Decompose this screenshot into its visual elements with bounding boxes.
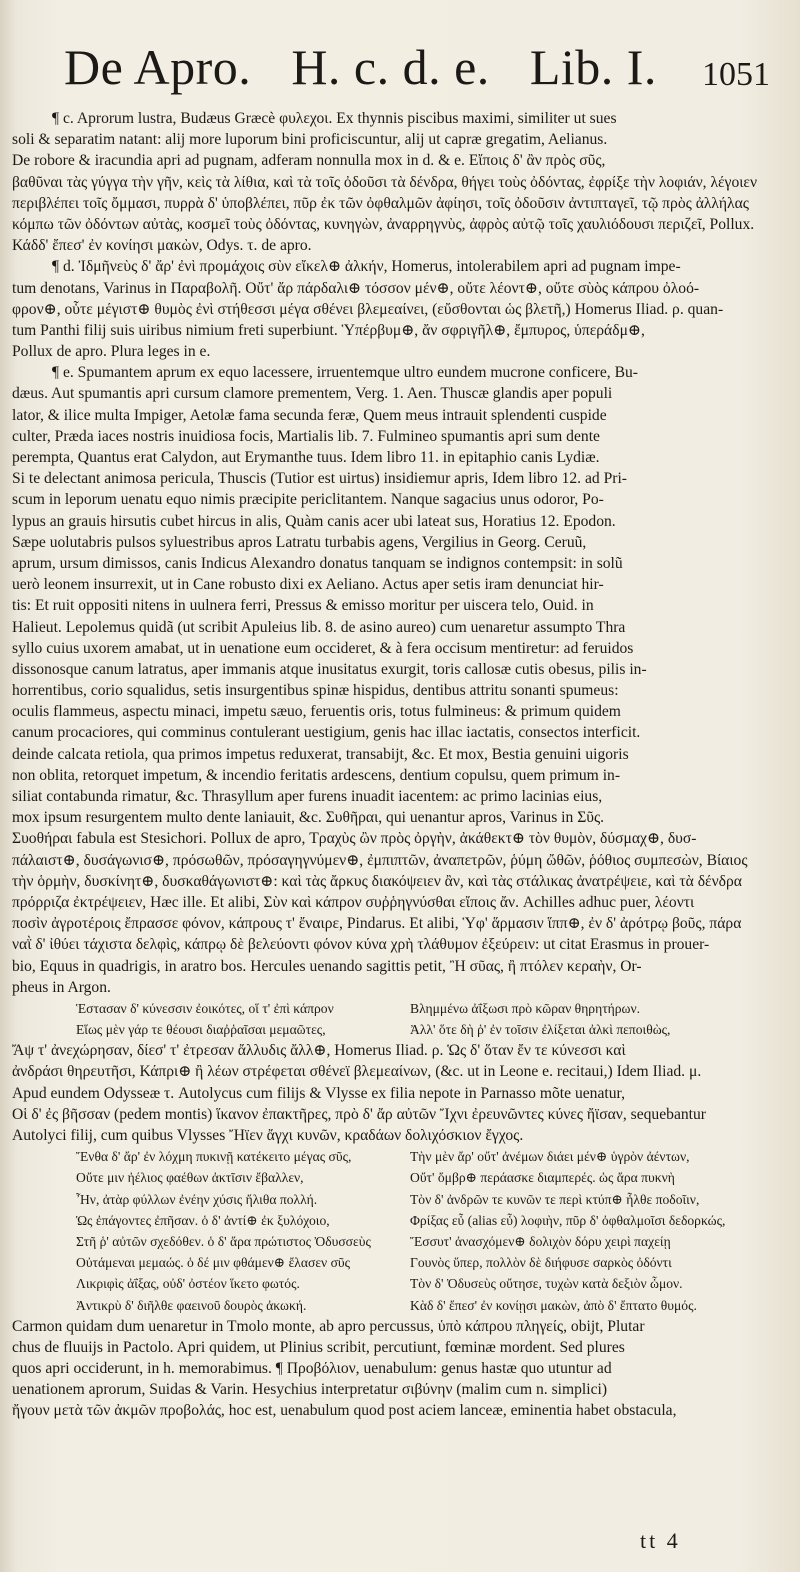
- verse-right: Κὰδ δ' ἔπεσ' ἐν κονίῃσι μακὼν, ἀπὸ δ' ἔπτατο θυμός.: [410, 1297, 697, 1313]
- verse-left: Οὔτε μιν ἠέλιος φαέθων ἀκτῖσιν ἔβαλλεν,: [76, 1170, 304, 1186]
- text-line: ¶ e. Spumantem aprum ex equo lacessere, irruentemque ultro eundem mucrone conficere, Bu-: [52, 364, 638, 382]
- text-line: tis: Et ruit oppositi nitens in uulnera ferri, Pressus & emisso moritur per uiscera telo, Ouid. in: [12, 597, 594, 615]
- text-line: φρον⊕, οὗτε μέγιστ⊕ θυμὸς ἐνὶ στήθεσσι μέγα σθένει βλεμεαίνει, (εὔσθονται ὡς βλετῆ,) Homerus Iliad. ρ. quan-: [12, 300, 724, 318]
- verse-right: Γουνὸς ὕπερ, πολλὸν δὲ διήφυσε σαρκὸς ὀδόντι: [410, 1255, 672, 1271]
- verse-left: Ἦν, ἀτὰρ φύλλων ἐνέην χύσις ἤλιθα πολλή.: [76, 1191, 318, 1207]
- text-line: tum denotans, Varinus in Παραβολῆ. Οὔτ' ἄρ πάρδαλι⊕ τόσσον μέν⊕, οὔτε λέοντ⊕, οὔτε σὺὸς κάπρου ὀλοό-: [12, 279, 700, 297]
- verse-block-1: [12, 998, 778, 1040]
- text-line: Apud eundem Odysseæ τ. Autolycus cum filijs & Vlysse ex filia nepote in Parnasso mõte uenatur,: [12, 1084, 625, 1102]
- verse-left: Ὡς ἐπάγοντες ἐπῆσαν. ὁ δ' ἀντί⊕ ἐκ ξυλόχοιο,: [76, 1212, 330, 1228]
- text-line: pheus in Argon.: [12, 978, 111, 996]
- text-line: horrentibus, corio squalidus, setis insurgentibus spinæ hispidus, dentibus attritu sonanti spumeus:: [12, 682, 619, 700]
- verse-right: Ἔσσυτ' ἀνασχόμεν⊕ δολιχὸν δόρυ χειρὶ παχείῃ: [410, 1233, 671, 1249]
- text-line: uenationem aprorum, Suidas & Varin. Hesychius interpretatur σιβύνην (malim cum n. simplici): [12, 1381, 608, 1399]
- verse-right: Φρίξας εὖ (alias εὖ) λοφιὴν, πῦρ δ' ὀφθαλμοῖσι δεδορκώς,: [410, 1212, 726, 1228]
- text-line: ποσὶν ἀγροτέροις ἔπρασσε φόνον, κάπρους τ' ἔναιρε, Pindarus. Et alibi, Ὑφ' ἅρμασιν ἵππ⊕, ἐν δ' ἀρότρῳ βοῦς, πάρα: [12, 915, 742, 933]
- text-line: τὴν ὁρμὴν, δυσκίνητ⊕, δυσκαθάγωνιστ⊕: καὶ τὰς ἄρκυς διακόψειεν ἂν, καὶ τὰς στάλικας ἀνατρέψειε, καὶ τὰ δένδρα: [12, 872, 742, 890]
- verse-block-2: [12, 1146, 778, 1316]
- text-line: ἀνδράσι θηρευτῆσι, Κάπρι⊕ ἢ λέων στρέφεται σθένεϊ βλεμεαίνων, (&c. ut in Leone e. recitaui,) Idem Iliad. μ.: [12, 1063, 702, 1081]
- text-line: Κάδδ' ἔπεσ' ἐν κονίησι μακὼν, Odys. τ. de apro.: [12, 237, 312, 255]
- text-block-1: [12, 108, 778, 998]
- text-line: canum procaciores, qui comminus contulerant uestigium, genis hac illac iactatis, consectos interficit.: [12, 724, 641, 742]
- verse-right: Τὴν μὲν ἄρ' οὔτ' ἀνέμων διάει μέν⊕ ὑγρὸν ἀέντων,: [410, 1149, 690, 1165]
- text-line: Ἄψ τ' ἀνεχώρησαν, δίεσ' τ' ἐτρεσαν ἄλλυδις ἄλλ⊕, Homerus Iliad. ρ. Ὡς δ' ὅταν ἔν τε κύνεσσι καὶ: [12, 1042, 626, 1060]
- verse-row: [12, 1295, 778, 1316]
- text-line: lator, & ilice multa Impiger, Aetolæ fama secunda feræ, Quem meus intrauit splendenti cuspide: [12, 406, 607, 424]
- text-line: lypus an grauis hirsutis cubet hircus in alis, Quàm canis acer ubi lateat sus, Horatius 12. Epodon.: [12, 512, 616, 530]
- text-line: κόμπω τῶν ὀδόντων αὐτὰς, κοσμεῖ τοὺς ὀδόντας, κυνηγὼν, ἀναρρηγνὺς, ἀφρὸς αὐτῷ τοῖς χαυλιόδουσι περιζεῖ, Pollux.: [12, 215, 755, 233]
- verse-left: Εἵως μὲν γάρ τε θέουσι διαῤῥαῖσαι μεμαῶτες,: [76, 1022, 326, 1038]
- text-line: deinde calcata retiola, qua primos impetus reduxerat, transabijt, &c. Et mox, Bestia genuini uigoris: [12, 745, 629, 763]
- text-line: Pollux de apro. Plura leges in e.: [12, 343, 211, 361]
- text-line: quos apri occiderunt, in h. memorabimus. ¶ Προβόλιον, uenabulum: genus hastæ quo utuntur ad: [12, 1360, 612, 1378]
- text-line: uerò leonem insurrexit, ut in Cane robusto dixi ex Aeliano. Actus aper setis iram denunciat hir-: [12, 576, 604, 594]
- text-line: dæus. Aut spumantis apri cursum clamore prementem, Verg. 1. Aen. Thuscæ glandis aper populi: [12, 385, 613, 403]
- verse-left: Στῆ ῥ' αὐτῶν σχεδόθεν. ὁ δ' ἄρα πρώτιστος Ὀδυσσεὺς: [76, 1233, 371, 1249]
- text-line: πρόρριζα ἐκτρέψειεν, Hæc ille. Et alibi, Σὺν καὶ κάπρον συῤῥηγνύσθαι εἴποις ἄν. Achilles adhuc puer, λέοντι: [12, 893, 695, 911]
- verse-row: [12, 1019, 778, 1040]
- text-block-2: [12, 1040, 778, 1146]
- text-block-3: [12, 1316, 778, 1422]
- text-line: soli & separatim natant: alij more luporum bini proficiscuntur, alij ut capræ gregatim, Aelianus.: [12, 131, 608, 149]
- verse-right: Τὸν δ' Ὀδυσεὺς οὔτησε, τυχὼν κατὰ δεξιὸν ὦμον.: [410, 1276, 683, 1292]
- text-body: [12, 108, 778, 1422]
- verse-row: [12, 998, 778, 1019]
- text-line: ἤγουν μετὰ τῶν ἀκμῶν προβολάς, hoc est, uenabulum quod post aciem lanceæ, eminentia habet obstacula,: [12, 1402, 677, 1420]
- verse-left: Ἑστασαν δ' κύνεσσιν ἐοικότες, οἵ τ' ἐπὶ κάπρον: [76, 1000, 334, 1016]
- verse-row: [12, 1189, 778, 1210]
- verse-row: [12, 1210, 778, 1231]
- verse-row: [12, 1273, 778, 1294]
- running-title: [64, 38, 697, 96]
- text-line: περιβλέπει τοῖς ὄμμασι, πυρρὰ δ' ὑποβλέπει, πῦρ ἐκ τῶν ὀφθαλμῶν ἀφίησι, τοῖς ὀδοῦσιν ἀντιπταγεῖ, τῷ πρὸς ἀλλήλας: [12, 194, 749, 212]
- text-line: perempta, Quantus erat Calydon, aut Erymanthe tuus. Idem libro 11. in epitaphio canis Lydiæ.: [12, 449, 600, 466]
- text-line: chus de fluuijs in Pactolo. Apri quidem, ut Plinius scribit, percutiunt, fœminæ mordent. Sed plures: [12, 1338, 625, 1356]
- title-part-2: H. c. d. e.: [291, 39, 490, 95]
- text-line: Si te delectant animosa pericula, Thuscis (Tutior est uirtus) insidiemur apris, Idem libro 12. ad Pri-: [12, 470, 627, 488]
- text-line: Autolyci filij, cum quibus Vlysses Ἤϊεν ἄγχι κυνῶν, κραδάων δολιχόσκιον ἔγχος.: [12, 1127, 524, 1144]
- title-part-1: De Apro.: [64, 39, 252, 95]
- page-number: 1051: [702, 56, 770, 93]
- text-line: Οἱ δ' ἐς βῆσσαν (pedem montis) ἵκανον ἐπακτῆρες, πρὸ δ' ἄρ αὐτῶν Ἴχνι ἐρευνῶντες κύνες ἤϊσαν, sequebantur: [12, 1105, 706, 1123]
- text-line: Carmon quidam dum uenaretur in Tmolo monte, ab apro percussus, ὑπὸ κάπρου πληγείς, obijt, Plutar: [12, 1317, 645, 1335]
- title-part-3: Lib. I.: [529, 39, 657, 95]
- verse-left: Ἔνθα δ' ἄρ' ἐν λόχμη πυκινῇ κατέκειτο μέγας σῦς,: [76, 1149, 352, 1165]
- verse-right: Οὔτ' ὄμβρ⊕ περάασκε διαμπερές. ὡς ἄρα πυκνὴ: [410, 1170, 675, 1186]
- verse-right: Τὸν δ' ἀνδρῶν τε κυνῶν τε περὶ κτύπ⊕ ἦλθε ποδοῖιν,: [410, 1191, 700, 1207]
- text-line: Sæpe uolutabris pulsos syluestribus apros Latratu turbabis agens, Vergilius in Georg. Ceruũ,: [12, 533, 587, 551]
- verse-row: [12, 1146, 778, 1167]
- text-line: Halieut. Lepolemus quidã (ut scribit Apuleius lib. 8. de asino aureo) cum uenaretur assumpto Thra: [12, 618, 626, 636]
- signature-mark: tt 4: [640, 1528, 681, 1553]
- text-line: siliat contabunda rimatur, &c. Thrasyllum aper furens inuadit iacentem: ac primo lacinias eius,: [12, 788, 603, 805]
- text-line: culter, Præda iaces nostris inuidiosa focis, Martialis lib. 7. Fulmineo spumantis apri sum dente: [12, 427, 600, 445]
- text-line: mox ipsum resurgentem multo dente laniauit, &c. Συθῆραι, qui uenantur apros, Varinus in Σῦς.: [12, 809, 605, 827]
- text-line: non oblita, retorquet impetum, & incendio feritatis ardescens, dentium copulsu, quem primum in-: [12, 766, 621, 784]
- text-line: πάλαιστ⊕, δυσάγωνισ⊕, πρόσωθῶν, πρόσαγηγνύμεν⊕, ἐμπιπτῶν, ἀναπετρῶν, ῥύμη ὤθῶν, ῥόθιος συμπεσὼν, Βίαιος: [12, 851, 748, 869]
- verse-left: Λικριφὶς ἀΐξας, οὐδ' ὀστέον ἵκετο φωτός.: [76, 1276, 300, 1292]
- text-line: aprum, ursum dimissos, canis Indicus Alexandro donatus tanquam se indignos contempsit: in solũ: [12, 554, 623, 572]
- text-line: syllo cuius uxorem amabat, ut in uenatione eum occideret, & à fera occisum mentiretur: ad feruidos: [12, 639, 634, 657]
- text-line: ¶ d. Ἰδμῆνεὺς δ' ἄρ' ἐνὶ προμάχοις σὺν εἴκελ⊕ ἀλκήν, Homerus, intolerabilem apri ad pugnam impe-: [52, 258, 681, 276]
- text-line: dissonosque canum latratus, aper immanis atque inusitatus exurgit, toris callosæ cutis obesus, pilis in-: [12, 660, 647, 678]
- text-line: tum Panthi filij suis uiribus nimium freti superbiunt. Ὑπέρβυμ⊕, ἄν σφριγῆλ⊕, ἔμπυρος, ὑπεράδμ⊕,: [12, 321, 645, 339]
- text-line: βαθῦναι τὰς γύγγα τὴν γῆν, κεὶς τὰ λίθια, καὶ τὰ τοῖς ὀδοῦσι τὰ δένδρα, θήγει τοὺς ὀδόντας, ἐφρίξε τὴν λοφιάν, λέγοιεν: [12, 173, 758, 191]
- verse-row: [12, 1231, 778, 1252]
- text-line: De robore & iracundia apri ad pugnam, adferam nonnulla mox in d. & e. Εἴποις δ' ἂν πρὸς σῦς,: [12, 152, 606, 170]
- text-line: scum in leporum uenatu equo nimis præcipite periclitantem. Nanque sagacius unus odoror, Po-: [12, 491, 604, 509]
- running-header: [60, 38, 780, 108]
- verse-right: Ἀλλ' ὅτε δὴ ῥ' ἐν τοῖσιν ἐλίξεται ἀλκὶ πεποιθὼς,: [410, 1022, 671, 1038]
- text-line: Συοθήραι fabula est Stesichori. Pollux de apro, Τραχὺς ὢν πρὸς ὀργὴν, ἀκάθεκτ⊕ τὸν θυμὸν, δύσμαχ⊕, δυσ-: [12, 830, 697, 848]
- verse-left: Ἀντικρὺ δ' διῆλθε φαεινοῦ δουρὸς ἀκωκή.: [76, 1297, 307, 1313]
- verse-right: Βλημμένω ἀΐξωσι πρὸ κῶραν θηρητήρων.: [410, 1000, 641, 1016]
- verse-row: [12, 1167, 778, 1188]
- text-line: oculis flammeus, aspectu minaci, impetu sæuo, feruentis oris, totus fulmineus: & primum quidem: [12, 703, 621, 721]
- text-line: ναῒ δ' ἰθύει τάχιστα δελφὶς, κάπρῳ δὲ βελεύοντι φόνον κύνα χρὴ τλάθυμον ἐξεύρειν: ut citat Erasmus in prouer-: [12, 936, 710, 954]
- text-line: ¶ c. Aprorum lustra, Budæus Græcè φυλεχοι. Ex thynnis piscibus maximi, similiter ut sues: [52, 110, 617, 127]
- verse-row: [12, 1252, 778, 1273]
- verse-left: Οὐτάμεναι μεμαώς. ὁ δέ μιν φθάμεν⊕ ἔλασεν σῦς: [76, 1255, 351, 1271]
- text-line: bio, Equus in quadrigis, in aratro bos. Hercules uenando sagittis petit, Ἢ σῦας, ἢ πτόλεν κεραὴν, Or-: [12, 957, 642, 975]
